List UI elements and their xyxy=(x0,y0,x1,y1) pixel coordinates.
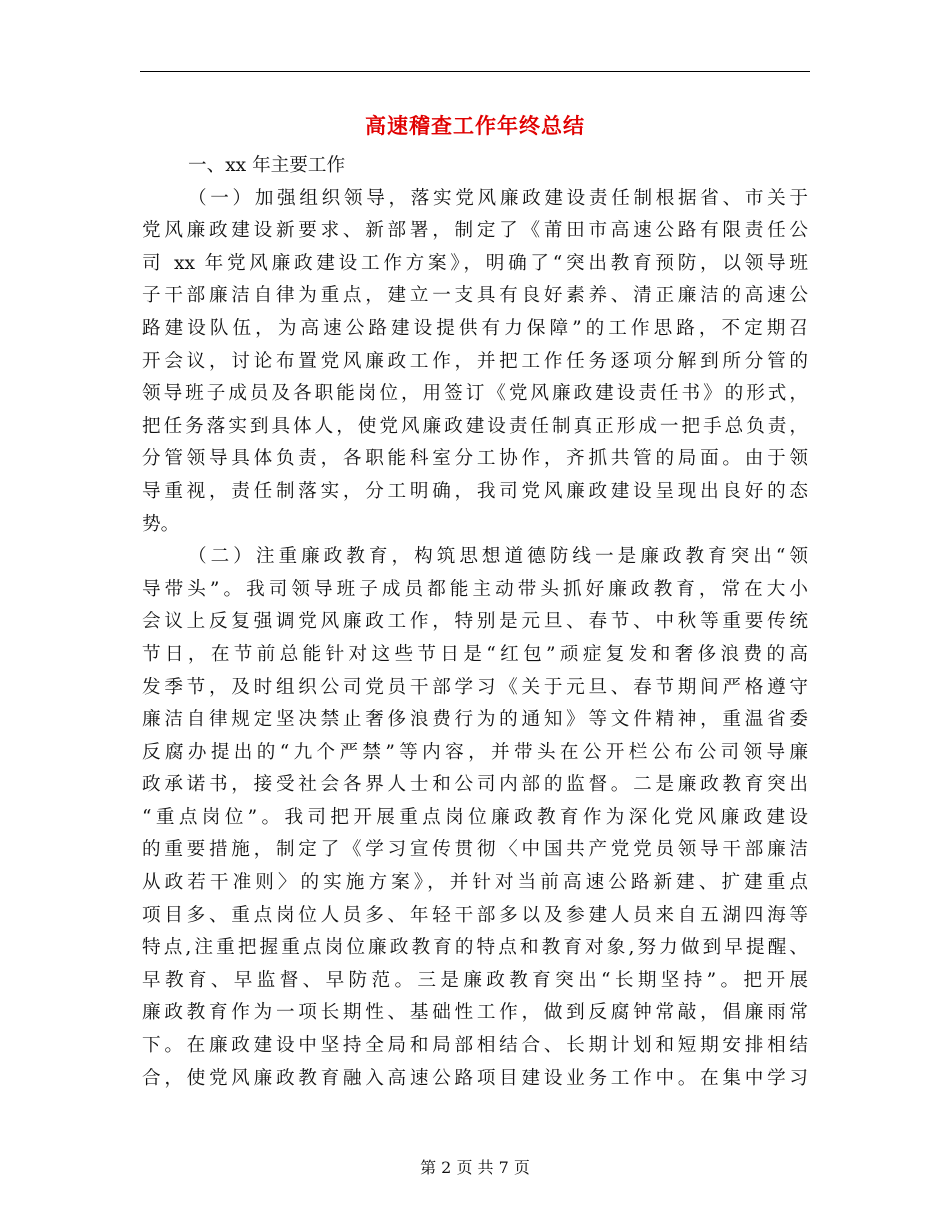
text-line: 子干部廉洁自律为重点，建立一支具有良好素养、清正廉洁的高速公 xyxy=(142,285,808,307)
text-line: 会议上反复强调党风廉政工作，特别是元旦、春节、中秋等重要传统 xyxy=(142,611,808,633)
text-line: 势。 xyxy=(142,513,180,535)
text-line: 廉政教育作为一项长期性、基础性工作，做到反腐钟常敲，倡廉雨常 xyxy=(142,1002,808,1024)
text-line: 节日，在节前总能针对这些节日是“红包”顽症复发和奢侈浪费的高 xyxy=(142,643,808,665)
text-line: 司 xx 年党风廉政建设工作方案》，明确了“突出教育预防，以领导班 xyxy=(142,252,808,274)
text-line: 合，使党风廉政教育融入高速公路项目建设业务工作中。在集中学习 xyxy=(142,1067,808,1089)
text-line: 导重视，责任制落实，分工明确，我司党风廉政建设呈现出良好的态 xyxy=(142,480,808,502)
text-line: 反腐办提出的“九个严禁”等内容，并带头在公开栏公布公司领导廉 xyxy=(142,741,808,763)
text-line: 的重要措施，制定了《学习宣传贯彻〈中国共产党党员领导干部廉洁 xyxy=(142,839,808,861)
text-line: 党风廉政建设新要求、新部署，制定了《莆田市高速公路有限责任公 xyxy=(142,220,808,242)
text-line: 把任务落实到具体人，使党风廉政建设责任制真正形成一把手总负责， xyxy=(142,415,808,437)
text-line: “重点岗位”。我司把开展重点岗位廉政教育作为深化党风廉政建设 xyxy=(142,806,808,828)
text-line: （二）注重廉政教育，构筑思想道德防线一是廉政教育突出“领 xyxy=(188,546,808,568)
text-line: （一）加强组织领导，落实党风廉政建设责任制根据省、市关于 xyxy=(188,187,808,209)
text-line: 路建设队伍，为高速公路建设提供有力保障”的工作思路，不定期召 xyxy=(142,317,808,339)
page-footer: 第 2 页 共 7 页 xyxy=(420,1158,530,1177)
text-line: 下。在廉政建设中坚持全局和局部相结合、长期计划和短期安排相结 xyxy=(142,1035,808,1057)
text-line: 早教育、早监督、早防范。三是廉政教育突出“长期坚持”。把开展 xyxy=(142,969,808,991)
text-line: 发季节，及时组织公司党员干部学习《关于元旦、春节期间严格遵守 xyxy=(142,676,808,698)
text-line: 从政若干准则〉的实施方案》，并针对当前高速公路新建、扩建重点 xyxy=(142,872,808,894)
text-line: 分管领导具体负责，各职能科室分工协作，齐抓共管的局面。由于领 xyxy=(142,448,808,470)
header-rule xyxy=(140,71,810,72)
text-line: 特点,注重把握重点岗位廉政教育的特点和教育对象,努力做到早提醒、 xyxy=(142,937,808,959)
document-title: 高速稽查工作年终总结 xyxy=(365,114,585,138)
text-line: 廉洁自律规定坚决禁止奢侈浪费行为的通知》等文件精神，重温省委 xyxy=(142,709,808,731)
text-line: 导带头”。我司领导班子成员都能主动带头抓好廉政教育，常在大小 xyxy=(142,578,808,600)
text-line: 政承诺书，接受社会各界人士和公司内部的监督。二是廉政教育突出 xyxy=(142,774,808,796)
document-body xyxy=(142,150,808,1095)
text-line: 项目多、重点岗位人员多、年轻干部多以及参建人员来自五湖四海等 xyxy=(142,904,808,926)
text-line: 开会议，讨论布置党风廉政工作，并把工作任务逐项分解到所分管的 xyxy=(142,350,808,372)
text-line: 一、xx 年主要工作 xyxy=(188,155,346,176)
text-line: 领导班子成员及各职能岗位，用签订《党风廉政建设责任书》的形式， xyxy=(142,383,808,405)
